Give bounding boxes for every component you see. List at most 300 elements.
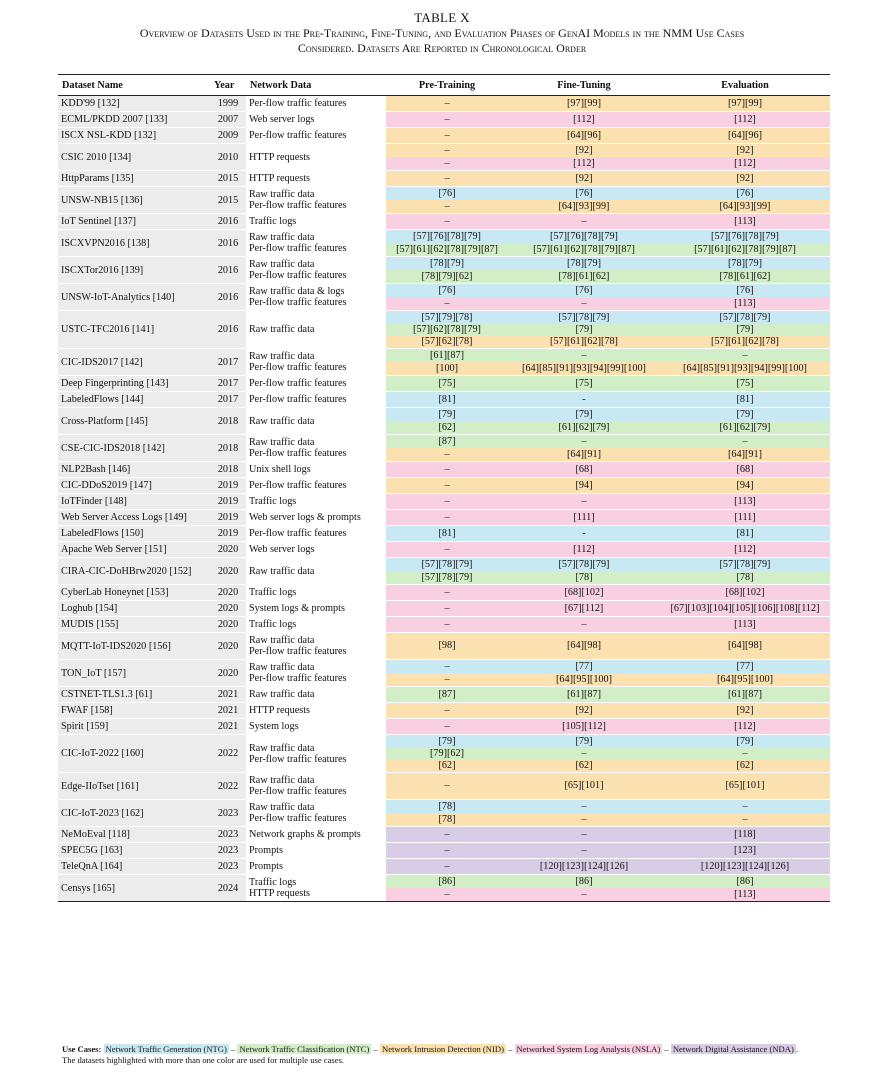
fine-tuning-cell (508, 435, 660, 462)
pre-training-cell (386, 171, 508, 187)
legend-item-nid: Network Intrusion Detection (NID) (381, 1044, 504, 1054)
network-data-line: Raw traffic data (249, 351, 315, 362)
pre-training-value: [61][87] (386, 349, 508, 362)
fine-tuning-value: [92] (508, 144, 660, 157)
table-row (58, 800, 830, 827)
fine-tuning-value: – (508, 813, 660, 826)
dataset-year: 2017 (210, 349, 246, 376)
network-data-line: Raw traffic data (249, 232, 315, 243)
fine-tuning-cell (508, 284, 660, 311)
network-data-line: Per-flow traffic features (249, 753, 347, 765)
evaluation-value: [112] (660, 719, 830, 734)
fine-tuning-value: [92] (508, 171, 660, 186)
pre-training-cell (386, 462, 508, 478)
fine-tuning-value: [112] (508, 157, 660, 170)
dataset-year: 2017 (210, 376, 246, 392)
pre-training-value: – (386, 585, 508, 600)
network-data (246, 875, 386, 902)
network-data (246, 408, 386, 435)
evaluation-cell (660, 542, 830, 558)
evaluation-value: [68] (660, 462, 830, 477)
pre-training-value: – (386, 601, 508, 616)
fine-tuning-cell (508, 311, 660, 349)
evaluation-cell (660, 349, 830, 376)
evaluation-value: – (660, 800, 830, 813)
dataset-name: TON_IoT [157] (58, 660, 210, 687)
legend-line: Use Cases: Network Traffic Generation (NTG) – Network Traffic Classification (NTC) – Network Intrusion Detection (NID) – Networked System Log Analysis (NSLA) – Network Digital Assistance (NDA) . (62, 1044, 798, 1054)
fine-tuning-value: [64][98] (508, 633, 660, 659)
dataset-year: 2020 (210, 542, 246, 558)
network-data-line: Per-flow traffic features (249, 448, 347, 459)
pre-training-value: – (386, 112, 508, 127)
fine-tuning-value: [67][112] (508, 601, 660, 616)
network-data-line: Raw traffic data (249, 775, 315, 786)
fine-tuning-cell (508, 144, 660, 171)
table-row (58, 687, 830, 703)
evaluation-value: [112] (660, 112, 830, 127)
pre-training-value: [57][78][79] (386, 571, 508, 584)
fine-tuning-cell (508, 558, 660, 585)
fine-tuning-cell (508, 875, 660, 902)
dataset-name: LabeledFlows [150] (58, 526, 210, 542)
fine-tuning-value: – (508, 748, 660, 759)
header-fine-tuning: Fine-Tuning (508, 75, 660, 96)
dataset-year: 2022 (210, 735, 246, 773)
table-row (58, 257, 830, 284)
dataset-name: FWAF [158] (58, 703, 210, 719)
evaluation-cell (660, 462, 830, 478)
network-data (246, 800, 386, 827)
network-data-line: Unix shell logs (249, 464, 311, 475)
fine-tuning-value: [57][61][62][78] (508, 335, 660, 348)
dataset-name: LabeledFlows [144] (58, 392, 210, 408)
network-data-line: System logs (249, 721, 299, 732)
fine-tuning-cell (508, 257, 660, 284)
dataset-year: 2020 (210, 558, 246, 585)
fine-tuning-value: – (508, 214, 660, 229)
evaluation-value: [76] (660, 187, 830, 200)
fine-tuning-value: [120][123][124][126] (508, 859, 660, 874)
fine-tuning-cell (508, 542, 660, 558)
pre-training-cell (386, 859, 508, 875)
dataset-year: 2019 (210, 510, 246, 526)
fine-tuning-cell (508, 735, 660, 773)
evaluation-value: [65][101] (660, 773, 830, 799)
dataset-year: 2018 (210, 435, 246, 462)
dataset-year: 2017 (210, 392, 246, 408)
evaluation-cell (660, 859, 830, 875)
evaluation-value: [113] (660, 888, 830, 901)
dataset-year: 2021 (210, 687, 246, 703)
fine-tuning-value: [62] (508, 759, 660, 772)
fine-tuning-value: – (508, 827, 660, 842)
dataset-year: 2020 (210, 585, 246, 601)
table-row (58, 660, 830, 687)
dataset-name: Spirit [159] (58, 719, 210, 735)
table-caption-line-2: Considered. Datasets Are Reported in Chronological Order (297, 41, 587, 55)
evaluation-value: [61][62][79] (660, 421, 830, 434)
network-data (246, 171, 386, 187)
network-data-line: Web server logs (249, 544, 315, 555)
table-row (58, 719, 830, 735)
pre-training-cell (386, 703, 508, 719)
dataset-year: 1999 (210, 96, 246, 112)
evaluation-cell (660, 800, 830, 827)
fine-tuning-value: – (508, 435, 660, 448)
evaluation-cell (660, 494, 830, 510)
pre-training-value: – (386, 542, 508, 557)
table-row (58, 875, 830, 902)
fine-tuning-value: – (508, 349, 660, 362)
pre-training-cell (386, 633, 508, 660)
dataset-year: 2021 (210, 703, 246, 719)
pre-training-value: [62] (386, 759, 508, 772)
header-row (58, 75, 830, 96)
network-data-line: Per-flow traffic features (249, 378, 347, 389)
evaluation-cell (660, 435, 830, 462)
fine-tuning-cell (508, 617, 660, 633)
network-data-line: Per-flow traffic features (249, 362, 347, 373)
pre-training-cell (386, 510, 508, 526)
dataset-name: CIC-IoT-2023 [162] (58, 800, 210, 827)
pre-training-value: [78][79][62] (386, 270, 508, 283)
network-data (246, 311, 386, 349)
fine-tuning-cell (508, 408, 660, 435)
evaluation-value: [64][85][91][93][94][99][100] (660, 362, 830, 375)
network-data-line: Raw traffic data (249, 742, 315, 754)
fine-tuning-cell (508, 773, 660, 800)
network-data (246, 542, 386, 558)
pre-training-value: – (386, 827, 508, 842)
table-row (58, 112, 830, 128)
network-data (246, 435, 386, 462)
pre-training-value: – (386, 703, 508, 718)
fine-tuning-value: – (508, 800, 660, 813)
fine-tuning-cell (508, 214, 660, 230)
pre-training-value: [87] (386, 435, 508, 448)
pre-training-value: – (386, 478, 508, 493)
header-dataset-name: Dataset Name (58, 75, 210, 96)
network-data-line: Traffic logs (249, 216, 297, 227)
pre-training-cell (386, 585, 508, 601)
fine-tuning-value: [57][76][78][79] (508, 230, 660, 243)
evaluation-value: [92] (660, 171, 830, 186)
evaluation-value: [57][61][62][78] (660, 335, 830, 348)
dataset-year: 2016 (210, 311, 246, 349)
pre-training-value: – (386, 617, 508, 632)
table-row (58, 773, 830, 800)
pre-training-cell (386, 408, 508, 435)
pre-training-value: [78] (386, 813, 508, 826)
pre-training-value: – (386, 144, 508, 157)
network-data-line: Per-flow traffic features (249, 130, 347, 141)
network-data-line: Raw traffic data (249, 802, 315, 813)
pre-training-value: [78][79] (386, 257, 508, 270)
pre-training-cell (386, 827, 508, 843)
dataset-name: UNSW-NB15 [136] (58, 187, 210, 214)
dataset-name: Deep Fingerprinting [143] (58, 376, 210, 392)
table-row (58, 478, 830, 494)
network-data-line: Per-flow traffic features (249, 270, 347, 281)
pre-training-cell (386, 392, 508, 408)
fine-tuning-cell (508, 601, 660, 617)
dataset-year: 2019 (210, 494, 246, 510)
table-row (58, 859, 830, 875)
dataset-name: Loghub [154] (58, 601, 210, 617)
table-row (58, 558, 830, 585)
dataset-name: ISCXTor2016 [139] (58, 257, 210, 284)
dataset-name: NLP2Bash [146] (58, 462, 210, 478)
header-network-data: Network Data (246, 75, 386, 96)
fine-tuning-cell (508, 128, 660, 144)
pre-training-value: – (386, 719, 508, 734)
evaluation-cell (660, 284, 830, 311)
dataset-year: 2020 (210, 601, 246, 617)
pre-training-cell (386, 601, 508, 617)
evaluation-cell (660, 376, 830, 392)
pre-training-value: [57][62][78] (386, 335, 508, 348)
network-data-line: Per-flow traffic features (249, 297, 347, 308)
evaluation-value: [120][123][124][126] (660, 859, 830, 874)
dataset-year: 2016 (210, 230, 246, 257)
pre-training-value: [78] (386, 800, 508, 813)
fine-tuning-cell (508, 478, 660, 494)
fine-tuning-value: – (508, 843, 660, 858)
network-data (246, 687, 386, 703)
fine-tuning-value: [78] (508, 571, 660, 584)
network-data-line: Per-flow traffic features (249, 98, 347, 109)
evaluation-value: [62] (660, 759, 830, 772)
dataset-name: Apache Web Server [151] (58, 542, 210, 558)
evaluation-cell (660, 875, 830, 902)
fine-tuning-value: [94] (508, 478, 660, 493)
pre-training-cell (386, 376, 508, 392)
dataset-name: Cross-Platform [145] (58, 408, 210, 435)
fine-tuning-cell (508, 843, 660, 859)
fine-tuning-value: – (508, 888, 660, 901)
table-row (58, 585, 830, 601)
pre-training-value: [79] (386, 735, 508, 748)
table-label: TABLE X (414, 10, 470, 25)
network-data-line: Per-flow traffic features (249, 480, 347, 491)
dataset-year: 2020 (210, 633, 246, 660)
table-body (58, 96, 830, 902)
evaluation-value: [111] (660, 510, 830, 525)
evaluation-value: [79] (660, 408, 830, 421)
network-data (246, 703, 386, 719)
evaluation-cell (660, 510, 830, 526)
legend (62, 1044, 842, 1066)
pre-training-value: – (386, 200, 508, 213)
evaluation-value: [113] (660, 297, 830, 310)
fine-tuning-value: [76] (508, 187, 660, 200)
fine-tuning-value: - (508, 392, 660, 407)
network-data-line: Raw traffic data (249, 415, 315, 427)
table-row (58, 349, 830, 376)
pre-training-value: – (386, 462, 508, 477)
fine-tuning-value: [79] (508, 324, 660, 335)
dataset-name: IoTFinder [148] (58, 494, 210, 510)
evaluation-value: [123] (660, 843, 830, 858)
network-data (246, 96, 386, 112)
pre-training-value: – (386, 448, 508, 461)
evaluation-value: [64][96] (660, 128, 830, 143)
dataset-year: 2024 (210, 875, 246, 902)
evaluation-value: [79] (660, 324, 830, 335)
dataset-name: Edge-IIoTset [161] (58, 773, 210, 800)
fine-tuning-value: [112] (508, 112, 660, 127)
evaluation-value: [92] (660, 703, 830, 718)
network-data (246, 478, 386, 494)
dataset-year: 2009 (210, 128, 246, 144)
network-data-line: HTTP requests (249, 705, 311, 716)
evaluation-cell (660, 735, 830, 773)
evaluation-value: [76] (660, 284, 830, 297)
table-row (58, 284, 830, 311)
evaluation-cell (660, 96, 830, 112)
dataset-name: CSE-CIC-IDS2018 [142] (58, 435, 210, 462)
table-row (58, 96, 830, 112)
evaluation-value: [81] (660, 392, 830, 407)
evaluation-cell (660, 526, 830, 542)
table-row (58, 601, 830, 617)
table-row (58, 230, 830, 257)
pre-training-cell (386, 214, 508, 230)
pre-training-cell (386, 144, 508, 171)
evaluation-value: [81] (660, 526, 830, 541)
pre-training-cell (386, 96, 508, 112)
network-data (246, 660, 386, 687)
legend-separator: – (662, 1044, 671, 1054)
pre-training-value: – (386, 171, 508, 186)
pre-training-value: [79] (386, 408, 508, 421)
network-data (246, 144, 386, 171)
network-data-line: Traffic logs (249, 496, 297, 507)
fine-tuning-value: – (508, 617, 660, 632)
dataset-name: IoT Sentinel [137] (58, 214, 210, 230)
fine-tuning-cell (508, 633, 660, 660)
dataset-name: ISCXVPN2016 [138] (58, 230, 210, 257)
fine-tuning-value: [61][87] (508, 687, 660, 702)
evaluation-cell (660, 773, 830, 800)
evaluation-cell (660, 617, 830, 633)
fine-tuning-value: [86] (508, 875, 660, 888)
network-data-line: Per-flow traffic features (249, 813, 347, 824)
network-data (246, 392, 386, 408)
dataset-year: 2020 (210, 617, 246, 633)
fine-tuning-value: [57][61][62][78][79][87] (508, 243, 660, 256)
evaluation-value: [64][98] (660, 633, 830, 659)
evaluation-value: – (660, 748, 830, 759)
fine-tuning-value: [64][96] (508, 128, 660, 143)
network-data-line: Per-flow traffic features (249, 528, 347, 539)
evaluation-cell (660, 112, 830, 128)
fine-tuning-value: [97][99] (508, 96, 660, 111)
network-data-line: Traffic logs (249, 587, 297, 598)
network-data-line: Traffic logs (249, 877, 297, 888)
pre-training-cell (386, 230, 508, 257)
network-data-line: Raw traffic data (249, 437, 315, 448)
network-data-line: System logs & prompts (249, 603, 345, 614)
pre-training-value: [76] (386, 284, 508, 297)
network-data (246, 601, 386, 617)
network-data-line: Raw traffic data & logs (249, 286, 345, 297)
fine-tuning-value: [57][78][79] (508, 311, 660, 324)
network-data (246, 187, 386, 214)
evaluation-cell (660, 585, 830, 601)
pre-training-value: – (386, 510, 508, 525)
fine-tuning-value: – (508, 297, 660, 310)
dataset-name: UNSW-IoT-Analytics [140] (58, 284, 210, 311)
network-data-line: Prompts (249, 845, 283, 856)
pre-training-value: – (386, 494, 508, 509)
dataset-name: USTC-TFC2016 [141] (58, 311, 210, 349)
fine-tuning-value: - (508, 526, 660, 541)
pre-training-cell (386, 112, 508, 128)
network-data (246, 284, 386, 311)
pre-training-cell (386, 843, 508, 859)
network-data-line: Web server logs (249, 114, 315, 125)
table-row (58, 617, 830, 633)
evaluation-value: [118] (660, 827, 830, 842)
fine-tuning-value: [64][93][99] (508, 200, 660, 213)
network-data-line: HTTP requests (249, 151, 311, 163)
dataset-name: CIC-IDS2017 [142] (58, 349, 210, 376)
evaluation-cell (660, 558, 830, 585)
fine-tuning-value: [76] (508, 284, 660, 297)
legend-separator: – (371, 1044, 380, 1054)
pre-training-value: – (386, 888, 508, 901)
dataset-name: HttpParams [135] (58, 171, 210, 187)
dataset-name: KDD'99 [132] (58, 96, 210, 112)
fine-tuning-cell (508, 687, 660, 703)
table-row (58, 187, 830, 214)
header-year: Year (210, 75, 246, 96)
evaluation-value: [78][79] (660, 257, 830, 270)
evaluation-cell (660, 171, 830, 187)
table-row (58, 542, 830, 558)
evaluation-cell (660, 311, 830, 349)
fine-tuning-cell (508, 703, 660, 719)
fine-tuning-cell (508, 827, 660, 843)
fine-tuning-cell (508, 660, 660, 687)
evaluation-cell (660, 214, 830, 230)
pre-training-cell (386, 660, 508, 687)
table-row (58, 703, 830, 719)
evaluation-cell (660, 230, 830, 257)
table-row (58, 435, 830, 462)
evaluation-value: [75] (660, 376, 830, 391)
pre-training-value: – (386, 843, 508, 858)
fine-tuning-value: [79] (508, 408, 660, 421)
network-data (246, 719, 386, 735)
evaluation-cell (660, 478, 830, 494)
fine-tuning-value: [92] (508, 703, 660, 718)
evaluation-cell (660, 257, 830, 284)
legend-label: Use Cases: (62, 1044, 102, 1054)
table-row (58, 843, 830, 859)
evaluation-value: [97][99] (660, 96, 830, 111)
pre-training-cell (386, 349, 508, 376)
table-row (58, 128, 830, 144)
evaluation-value: [64][95][100] (660, 673, 830, 686)
pre-training-cell (386, 800, 508, 827)
network-data-line: Per-flow traffic features (249, 394, 347, 405)
fine-tuning-value: [64][95][100] (508, 673, 660, 686)
table-row (58, 827, 830, 843)
pre-training-cell (386, 617, 508, 633)
dataset-year: 2023 (210, 843, 246, 859)
